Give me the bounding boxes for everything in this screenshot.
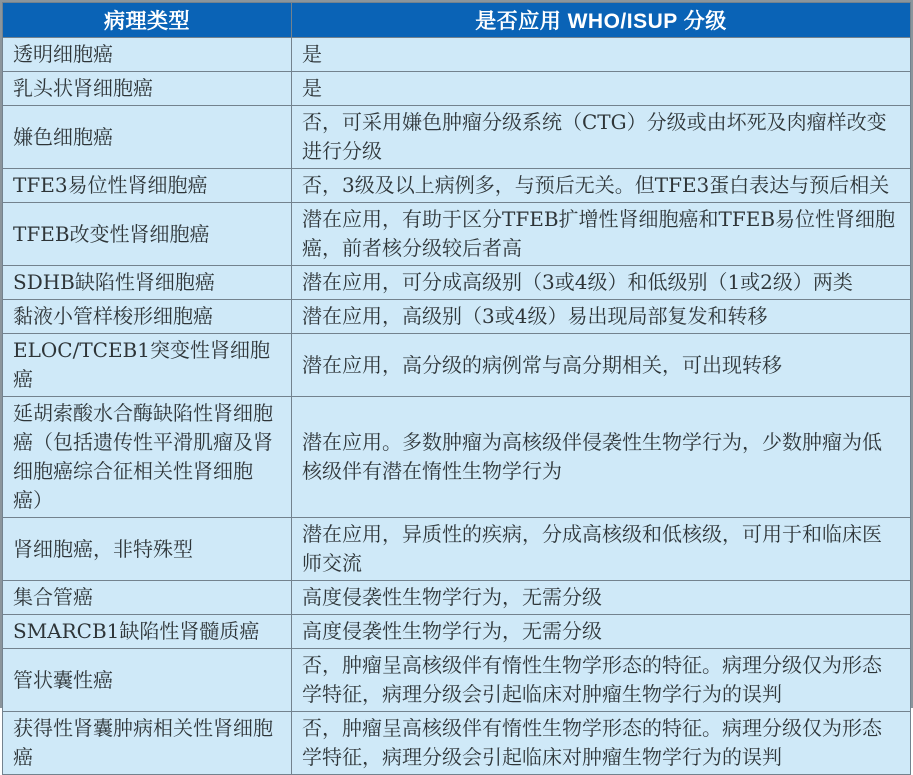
grading-cell: 是: [292, 38, 911, 72]
pathology-type-cell: TFE3易位性肾细胞癌: [3, 169, 292, 203]
grading-cell: 潜在应用，可分成高级别（3或4级）和低级别（1或2级）两类: [292, 266, 911, 300]
pathology-type-cell: 集合管癌: [3, 581, 292, 615]
column-header-pathology-type: 病理类型: [3, 3, 292, 38]
table-row: [3, 397, 911, 518]
grading-cell: 否，可采用嫌色肿瘤分级系统（CTG）分级或由坏死及肉瘤样改变进行分级: [292, 106, 911, 169]
column-header-grading: 是否应用 WHO/ISUP 分级: [292, 3, 911, 38]
table-row: [3, 300, 911, 334]
grading-cell: 潜在应用。多数肿瘤为高核级伴侵袭性生物学行为，少数肿瘤为低核级伴有潜在惰性生物学行为: [292, 397, 911, 518]
header-row: [3, 3, 911, 38]
table-row: [3, 712, 911, 775]
table-row: [3, 169, 911, 203]
table-row: [3, 38, 911, 72]
pathology-type-cell: 管状囊性癌: [3, 649, 292, 712]
pathology-type-cell: 黏液小管样梭形细胞癌: [3, 300, 292, 334]
grading-cell: 潜在应用，异质性的疾病，分成高核级和低核级，可用于和临床医师交流: [292, 518, 911, 581]
pathology-type-cell: 嫌色细胞癌: [3, 106, 292, 169]
grading-cell: 潜在应用，有助于区分TFEB扩增性肾细胞癌和TFEB易位性肾细胞癌，前者核分级较后者高: [292, 203, 911, 266]
pathology-type-cell: SMARCB1缺陷性肾髓质癌: [3, 615, 292, 649]
table-row: [3, 581, 911, 615]
table-row: [3, 615, 911, 649]
grading-cell: 否，肿瘤呈高核级伴有惰性生物学形态的特征。病理分级仅为形态学特征，病理分级会引起临床对肿瘤生物学行为的误判: [292, 712, 911, 775]
table-row: [3, 649, 911, 712]
table-row: [3, 518, 911, 581]
table-row: [3, 72, 911, 106]
grading-cell: 是: [292, 72, 911, 106]
table-row: [3, 334, 911, 397]
table-row: [3, 106, 911, 169]
grading-cell: 否，3级及以上病例多，与预后无关。但TFE3蛋白表达与预后相关: [292, 169, 911, 203]
pathology-type-cell: SDHB缺陷性肾细胞癌: [3, 266, 292, 300]
pathology-type-cell: 透明细胞癌: [3, 38, 292, 72]
pathology-type-cell: ELOC/TCEB1突变性肾细胞癌: [3, 334, 292, 397]
grading-cell: 潜在应用，高级别（3或4级）易出现局部复发和转移: [292, 300, 911, 334]
pathology-type-cell: 获得性肾囊肿病相关性肾细胞癌: [3, 712, 292, 775]
grading-cell: 高度侵袭性生物学行为，无需分级: [292, 615, 911, 649]
pathology-type-cell: 肾细胞癌，非特殊型: [3, 518, 292, 581]
pathology-type-cell: TFEB改变性肾细胞癌: [3, 203, 292, 266]
table-row: [3, 266, 911, 300]
grading-cell: 潜在应用，高分级的病例常与高分期相关，可出现转移: [292, 334, 911, 397]
grading-cell: 高度侵袭性生物学行为，无需分级: [292, 581, 911, 615]
pathology-type-cell: 延胡索酸水合酶缺陷性肾细胞癌（包括遗传性平滑肌瘤及肾细胞癌综合征相关性肾细胞癌）: [3, 397, 292, 518]
pathology-grading-table: [2, 2, 911, 775]
pathology-type-cell: 乳头状肾细胞癌: [3, 72, 292, 106]
grading-cell: 否，肿瘤呈高核级伴有惰性生物学形态的特征。病理分级仅为形态学特征，病理分级会引起临床对肿瘤生物学行为的误判: [292, 649, 911, 712]
table-row: [3, 203, 911, 266]
